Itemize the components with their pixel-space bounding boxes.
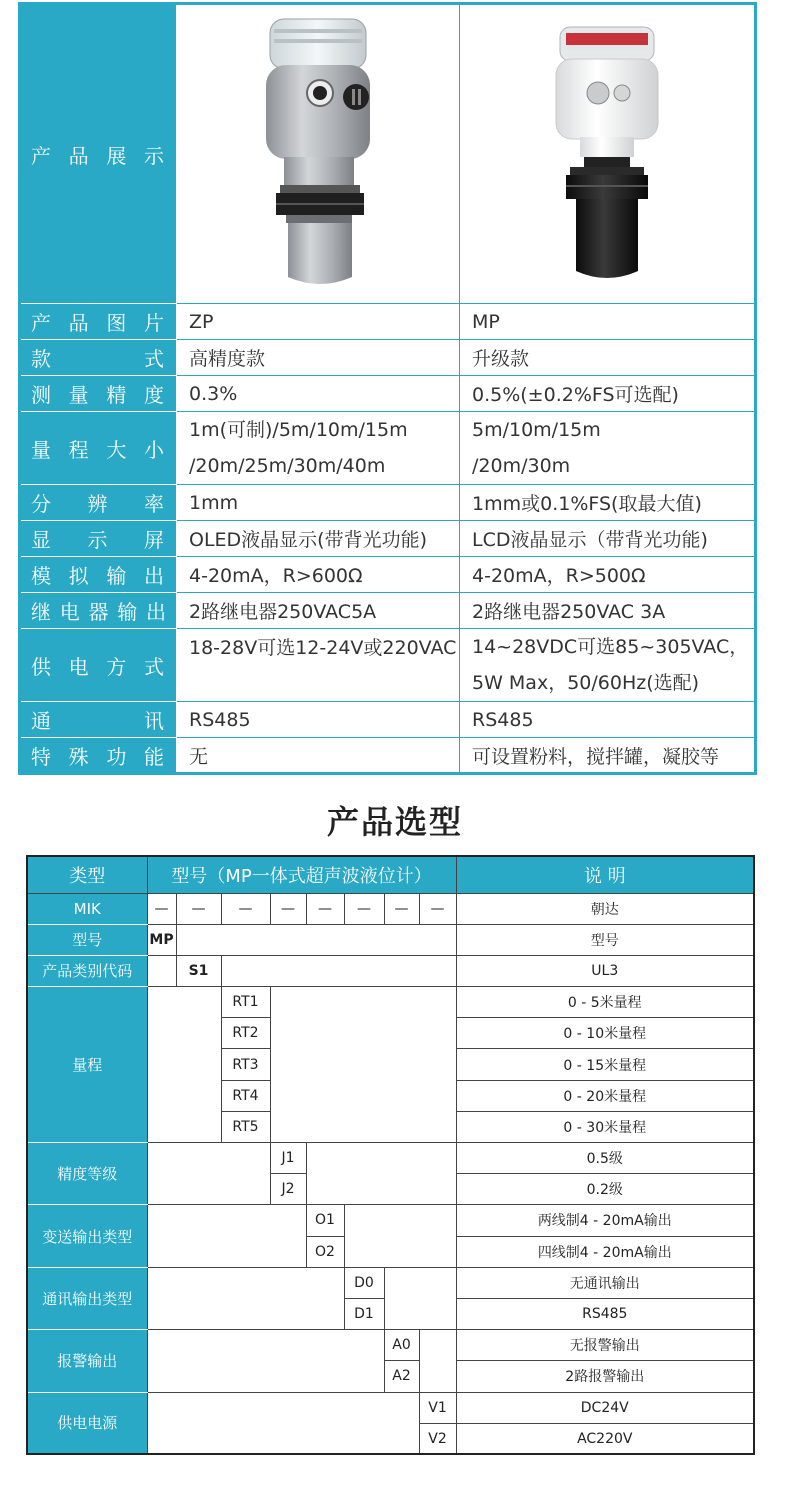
zp-relay: 2路继电器250VAC5A (177, 593, 460, 629)
empty-cell (147, 955, 176, 986)
desc-power: AC220V (456, 1423, 754, 1454)
code-comm: D1 (344, 1298, 384, 1329)
table-row (27, 893, 754, 924)
dash-cell: — (384, 893, 419, 924)
code-range: RT4 (221, 1080, 270, 1111)
row-label-power: 供电方式 (20, 629, 177, 702)
header-type: 类型 (27, 856, 147, 893)
dash-cell: — (176, 893, 221, 924)
mp-analog: 4-20mA，R>500Ω (460, 557, 756, 593)
table-row (20, 738, 756, 774)
code-range: RT3 (221, 1049, 270, 1080)
row-label-range: 量程大小 (20, 412, 177, 485)
table-row (27, 1205, 754, 1236)
mp-resolution: 1mm或0.1%FS(取最大值) (460, 485, 756, 521)
header-desc: 说 明 (456, 856, 754, 893)
empty-cell (147, 1143, 270, 1205)
code-accuracy: J2 (270, 1174, 306, 1205)
header-model: 型号（MP一体式超声波液位计） (147, 856, 456, 893)
empty-cell (147, 1330, 384, 1392)
label-comm: 通讯输出类型 (27, 1267, 147, 1329)
row-label-display: 产品展示 (20, 4, 177, 304)
desc-range: 0 - 20米量程 (456, 1080, 754, 1111)
table-row (27, 955, 754, 986)
desc-alarm: 2路报警输出 (456, 1361, 754, 1392)
zp-power: 18-28V可选12-24V或220VAC (177, 629, 460, 702)
mp-style: 升级款 (460, 340, 756, 376)
table-row (27, 1330, 754, 1361)
empty-cell (344, 1205, 456, 1267)
empty-cell (176, 924, 456, 955)
table-row (20, 593, 756, 629)
code-model: MP (147, 924, 176, 955)
label-category: 产品类别代码 (27, 955, 147, 986)
label-output: 变送输出类型 (27, 1205, 147, 1267)
row-label-relay: 继电器输出 (20, 593, 177, 629)
row-label-resolution: 分辨率 (20, 485, 177, 521)
label-alarm: 报警输出 (27, 1330, 147, 1392)
table-row (27, 1143, 754, 1174)
table-row (27, 924, 754, 955)
table-row (20, 629, 756, 702)
label-range: 量程 (27, 987, 147, 1143)
table-row (20, 521, 756, 557)
code-output: O1 (306, 1205, 344, 1236)
mp-model: MP (460, 304, 756, 340)
table-row (20, 340, 756, 376)
label-accuracy: 精度等级 (27, 1143, 147, 1205)
product-comparison-table (18, 2, 757, 775)
empty-cell (270, 987, 456, 1143)
code-range: RT5 (221, 1111, 270, 1142)
empty-cell (147, 1267, 344, 1329)
row-label-comm: 通讯 (20, 702, 177, 738)
desc-model: 型号 (456, 924, 754, 955)
zp-range-line-2: /20m/25m/30m/40m (189, 455, 386, 477)
mp-product-image (460, 4, 756, 304)
mp-range (460, 412, 756, 485)
mp-range-line-1: 5m/10m/15m (472, 419, 601, 441)
table-row (27, 1392, 754, 1423)
zp-model: ZP (177, 304, 460, 340)
empty-cell (147, 1392, 419, 1454)
empty-cell (221, 955, 456, 986)
table-row (20, 304, 756, 340)
zp-range (177, 412, 460, 485)
desc-range: 0 - 10米量程 (456, 1018, 754, 1049)
empty-cell (384, 1267, 456, 1329)
code-power: V2 (419, 1423, 456, 1454)
dash-cell: — (306, 893, 344, 924)
mp-range-line-2: /20m/30m (472, 455, 571, 477)
table-row (27, 987, 754, 1018)
zp-screen: OLED液晶显示(带背光功能) (177, 521, 460, 557)
dash-cell: — (344, 893, 384, 924)
table-header-row (27, 856, 754, 893)
zp-analog: 4-20mA，R>600Ω (177, 557, 460, 593)
mp-special: 可设置粉料，搅拌罐，凝胶等 (460, 738, 756, 774)
table-row (20, 557, 756, 593)
desc-power: DC24V (456, 1392, 754, 1423)
desc-accuracy: 0.5级 (456, 1143, 754, 1174)
row-label-special: 特殊功能 (20, 738, 177, 774)
table-row (20, 485, 756, 521)
mp-power-line-1: 14~28VDC可选85~305VAC， (472, 636, 749, 658)
desc-comm: 无通讯输出 (456, 1267, 754, 1298)
mp-power-line-2: 5W Max，50/60Hz(选配) (472, 672, 700, 694)
table-row (27, 1267, 754, 1298)
zp-resolution: 1mm (177, 485, 460, 521)
table-row (20, 412, 756, 485)
zp-comm: RS485 (177, 702, 460, 738)
zp-accuracy: 0.3% (177, 376, 460, 412)
dash-cell: — (270, 893, 306, 924)
zp-product-image (177, 4, 460, 304)
empty-cell (306, 1143, 456, 1205)
desc-accuracy: 0.2级 (456, 1174, 754, 1205)
code-output: O2 (306, 1236, 344, 1267)
zp-special: 无 (177, 738, 460, 774)
dash-cell: — (419, 893, 456, 924)
dash-cell: — (221, 893, 270, 924)
mp-comm: RS485 (460, 702, 756, 738)
mp-power (460, 629, 756, 702)
zp-style: 高精度款 (177, 340, 460, 376)
zp-range-line-1: 1m(可制)/5m/10m/15m (189, 419, 408, 441)
label-power: 供电电源 (27, 1392, 147, 1454)
mp-screen: LCD液晶显示（带背光功能) (460, 521, 756, 557)
desc-output: 四线制4 - 20mA输出 (456, 1236, 754, 1267)
code-power: V1 (419, 1392, 456, 1423)
empty-cell (419, 1330, 456, 1392)
desc-range: 0 - 15米量程 (456, 1049, 754, 1080)
model-selection-table (26, 855, 755, 1455)
empty-cell (147, 1205, 306, 1267)
row-label-screen: 显示屏 (20, 521, 177, 557)
white-black-ultrasonic-sensor-icon (542, 7, 672, 297)
desc-range: 0 - 5米量程 (456, 987, 754, 1018)
table-row (20, 4, 756, 304)
desc-mik: 朝达 (456, 893, 754, 924)
selection-title: 产品选型 (326, 803, 463, 841)
code-range: RT2 (221, 1018, 270, 1049)
mp-accuracy: 0.5%(±0.2%FS可选配) (460, 376, 756, 412)
mp-relay: 2路继电器250VAC 3A (460, 593, 756, 629)
code-comm: D0 (344, 1267, 384, 1298)
table-row (20, 702, 756, 738)
code-category: S1 (176, 955, 221, 986)
row-label-analog: 模拟输出 (20, 557, 177, 593)
code-alarm: A0 (384, 1330, 419, 1361)
label-mik: MIK (27, 893, 147, 924)
row-label-accuracy: 测量精度 (20, 376, 177, 412)
code-alarm: A2 (384, 1361, 419, 1392)
gray-ultrasonic-sensor-icon (248, 7, 388, 297)
desc-output: 两线制4 - 20mA输出 (456, 1205, 754, 1236)
desc-comm: RS485 (456, 1298, 754, 1329)
code-accuracy: J1 (270, 1143, 306, 1174)
desc-range: 0 - 30米量程 (456, 1111, 754, 1142)
code-range: RT1 (221, 987, 270, 1018)
empty-cell (147, 987, 221, 1143)
row-label-model: 产品图片 (20, 304, 177, 340)
label-model: 型号 (27, 924, 147, 955)
dash-cell: — (147, 893, 176, 924)
desc-category: UL3 (456, 955, 754, 986)
row-label-style: 款式 (20, 340, 177, 376)
desc-alarm: 无报警输出 (456, 1330, 754, 1361)
table-row (20, 376, 756, 412)
